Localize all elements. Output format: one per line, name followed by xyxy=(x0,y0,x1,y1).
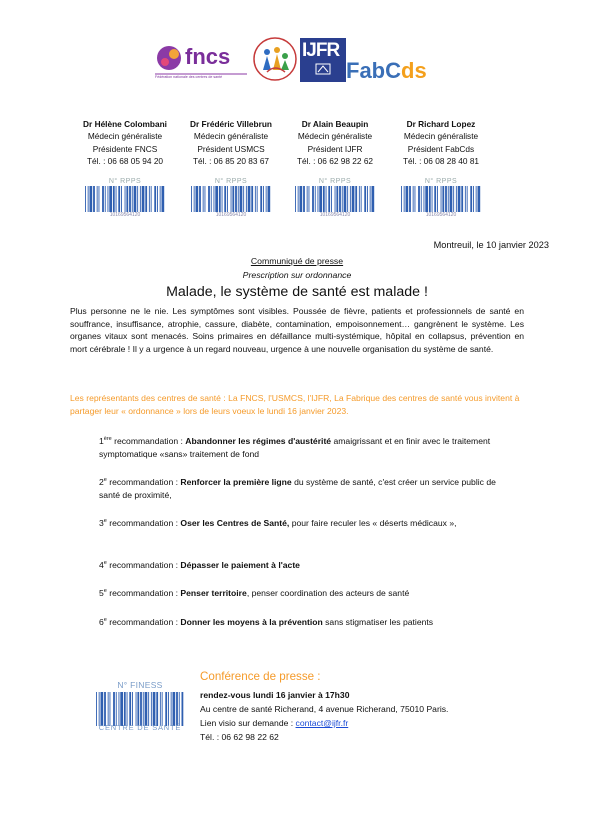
conference-when: rendez-vous lundi 16 janvier à 17h30 xyxy=(200,690,350,700)
rec-prefix: recommandation : xyxy=(106,559,181,570)
press-release-label: Communiqué de presse xyxy=(250,256,344,266)
intro-paragraph: Plus personne ne le nie. Les symptômes sont visibles. Poussée de fièvre, patients et professionnels de santé en souffrance, insuffisance, atrophie, cassure, diabète, contamination, empoisonnement… gangrènent le système. Les organes vitaux sont menacés. Soins primaires en défaillance multi-systémique, hôpital en collapsus, prévention en mort cérébrale ! Il y a urgence à un regard nouveau, urgence à une nouvelle organisation du système de santé. xyxy=(70,306,524,355)
rec-detail: amaigrissant et en finir avec le traitement symptomatique «sans» traitement de fond xyxy=(99,435,491,459)
conference-visio-prefix: Lien visio sur demande : xyxy=(200,718,296,728)
recommendation-2 xyxy=(99,474,519,501)
ijfr-logo-mark xyxy=(314,62,332,76)
prescription-label: Prescription sur ordonnance xyxy=(242,270,352,280)
finess-sub-label: CENTRE DE SANTÉ xyxy=(98,723,182,732)
signatory-position: Président USMCS xyxy=(197,143,265,154)
rec-detail: pour faire reculer les « déserts médicaux », xyxy=(289,517,457,528)
rec-ordinal: e xyxy=(103,617,107,623)
conference-visio xyxy=(200,717,348,729)
conference-title: Conférence de presse : xyxy=(200,670,321,683)
rec-detail: sans stigmatiser les patients xyxy=(322,616,434,627)
usmcs-logo xyxy=(251,36,299,82)
rec-ordinal: e xyxy=(103,477,107,483)
rpps-barcode-2 xyxy=(188,178,274,224)
rec-ordinal: e xyxy=(103,588,107,594)
rec-ordinal: ère xyxy=(103,436,112,442)
rec-title: Abandonner les régimes d'austérité xyxy=(185,435,332,446)
rec-number: 5 xyxy=(99,587,104,598)
rpps-label: N° RPPS xyxy=(214,178,248,185)
rpps-barcode-4 xyxy=(398,178,484,224)
fncs-logo xyxy=(155,40,247,82)
signatory-name: Dr Hélène Colombani xyxy=(83,119,167,129)
rec-ordinal: e xyxy=(103,518,107,524)
rpps-number: 10169564120 xyxy=(425,212,457,218)
recommendation-1 xyxy=(99,433,519,460)
rpps-number: 10169564120 xyxy=(109,212,141,218)
recommendation-5 xyxy=(99,585,519,600)
signatory-phone: Tél. : 06 08 28 40 81 xyxy=(402,155,480,166)
signatory-role: Médecin généraliste xyxy=(87,131,163,142)
rec-prefix: recommandation : xyxy=(106,616,181,627)
rec-prefix: recommandation : xyxy=(106,517,181,528)
signatory-role: Médecin généraliste xyxy=(193,131,269,142)
rec-number: 6 xyxy=(99,616,104,627)
signatory-name: Dr Alain Beaupin xyxy=(301,119,369,129)
rpps-number: 10169564120 xyxy=(319,212,351,218)
signatory-2 xyxy=(176,118,286,167)
rec-title: Oser les Centres de Santé, xyxy=(180,517,290,528)
ijfr-logo-text: IJFR xyxy=(302,40,340,61)
rec-ordinal: e xyxy=(103,560,107,566)
signatory-position: Président FabCds xyxy=(407,143,475,154)
rec-number: 2 xyxy=(99,476,104,487)
page-title: Malade, le système de santé est malade ! xyxy=(166,284,428,300)
signatory-phone: Tél. : 06 85 20 83 67 xyxy=(192,155,270,166)
rec-number: 1 xyxy=(99,435,104,446)
rec-prefix: recommandation : xyxy=(106,476,181,487)
barcode-icon xyxy=(400,186,482,212)
fncs-logo-tagline: Fédération nationale des centres de santé xyxy=(155,75,223,79)
signatory-name: Dr Richard Lopez xyxy=(406,119,476,129)
rpps-label: N° RPPS xyxy=(108,178,142,185)
recommendation-4 xyxy=(99,557,519,572)
recommendation-6 xyxy=(99,614,519,629)
rpps-label: N° RPPS xyxy=(424,178,458,185)
rec-prefix: recommandation : xyxy=(111,435,186,446)
signatory-position: Présidente FNCS xyxy=(92,143,158,154)
rec-title: Donner les moyens à la prévention xyxy=(180,616,323,627)
rpps-barcode-3 xyxy=(292,178,378,224)
signatory-name: Dr Frédéric Villebrun xyxy=(190,119,272,129)
conference-phone: Tél. : 06 62 98 22 62 xyxy=(200,732,279,742)
invitation-paragraph: Les représentants des centres de santé : La FNCS, l'USMCS, l'IJFR, La Fabrique des centres de santé vous invitent à partager leur « ordonnance » lors de leurs voeux le lundi 16 janvier 2023. xyxy=(70,393,520,416)
signatory-4 xyxy=(386,118,496,167)
fabcds-logo xyxy=(346,58,427,84)
date-line: Montreuil, le 10 janvier 2023 xyxy=(433,240,549,250)
signatory-role: Médecin généraliste xyxy=(297,131,373,142)
barcode-icon xyxy=(95,692,185,726)
fncs-logo-text: fncs xyxy=(185,44,231,69)
signatory-phone: Tél. : 06 68 05 94 20 xyxy=(86,155,164,166)
rec-prefix: recommandation : xyxy=(106,587,181,598)
signatory-role: Médecin généraliste xyxy=(403,131,479,142)
rpps-number: 10169564120 xyxy=(215,212,247,218)
rec-detail: , penser coordination des acteurs de santé xyxy=(246,587,410,598)
signatory-3 xyxy=(280,118,390,167)
fabcds-logo-text-1: FabC xyxy=(346,58,401,83)
ijfr-logo xyxy=(300,38,346,82)
rpps-barcode-1 xyxy=(82,178,168,224)
barcode-icon xyxy=(294,186,376,212)
barcode-icon xyxy=(84,186,166,212)
conference-where: Au centre de santé Richerand, 4 avenue Richerand, 75010 Paris. xyxy=(200,704,449,714)
signatory-1 xyxy=(70,118,180,167)
contact-email-link[interactable]: contact@ijfr.fr xyxy=(295,718,349,728)
rec-number: 4 xyxy=(99,559,104,570)
rec-title: Penser territoire xyxy=(180,587,247,598)
signatory-position: Président IJFR xyxy=(307,143,363,154)
rpps-label: N° RPPS xyxy=(318,178,352,185)
rec-title: Dépasser le paiement à l'acte xyxy=(180,559,300,570)
rec-detail: du système de santé, c'est créer un service public de santé de proximité, xyxy=(99,476,496,500)
finess-barcode xyxy=(95,680,185,742)
recommendation-3 xyxy=(99,515,519,530)
rec-title: Renforcer la première ligne xyxy=(180,476,292,487)
signatory-phone: Tél. : 06 62 98 22 62 xyxy=(296,155,374,166)
finess-label: N° FINESS xyxy=(117,680,163,690)
barcode-icon xyxy=(190,186,272,212)
fabcds-logo-text-2: ds xyxy=(401,58,427,83)
rec-number: 3 xyxy=(99,517,104,528)
